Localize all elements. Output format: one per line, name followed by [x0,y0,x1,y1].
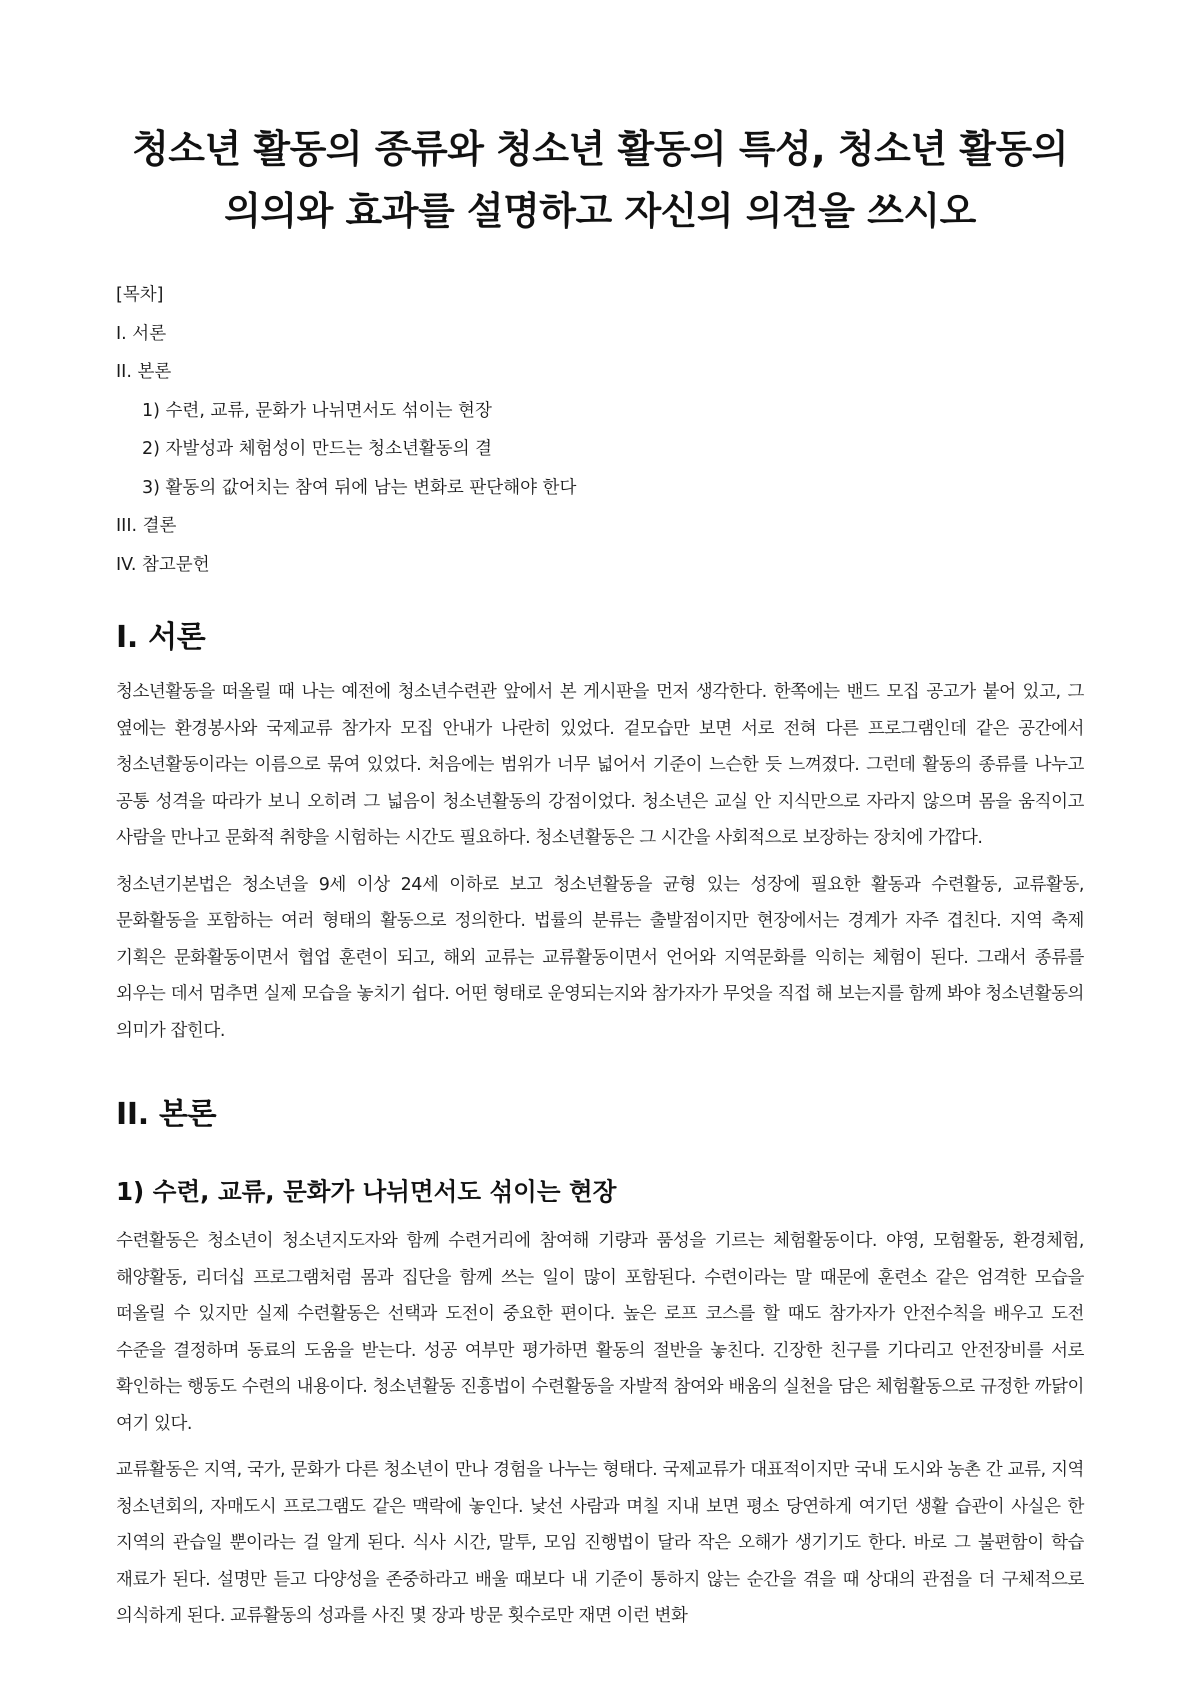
section-heading: I. 서론 [116,620,206,655]
section-introduction [116,618,1084,1049]
table-of-contents [116,276,1084,584]
toc-item-references: IV. 참고문헌 [116,554,210,575]
subsection-1 [116,1175,1084,1635]
section-heading: II. 본론 [116,1097,217,1132]
toc-item-introduction: I. 서론 [116,323,167,344]
document-title: 청소년 활동의 종류와 청소년 활동의 특성, 청소년 활동의 의의와 효과를 설명하고 자신의 의견을 쓰시오 [132,127,1068,233]
toc-item-body-1: 1) 수련, 교류, 문화가 나뉘면서도 섞이는 현장 [142,400,492,421]
toc-item-body-2: 2) 자발성과 체험성이 만드는 청소년활동의 결 [142,439,493,459]
toc-item-body-3: 3) 활동의 값어치는 참여 뒤에 남는 변화로 판단해야 한다 [142,477,577,498]
paragraph: 교류활동은 지역, 국가, 문화가 다른 청소년이 만나 경험을 나누는 형태다. 국제교류가 대표적이지만 국내 도시와 농촌 간 교류, 지역 청소년회의, 자매도시 프로그램도 같은 맥락에 놓인다. 낯선 사람과 며칠 지내 보면 평소 당연하게 여기던 생활 습관이 사실은 한 지역의 관습일 뿐이라는 걸 알게 된다. 식사 시간, 말투, 모임 진행법이 달라 작은 오해가 생기기도 한다. 바로 그 불편함이 학습 재료가 된다. 설명만 듣고 다양성을 존중하라고 배울 때보다 내 기준이 통하지 않는 순간을 겪을 때 상대의 관점을 더 구체적으로 의식하게 된다. 교류활동의 성과를 사진 몇 장과 방문 횟수로만 재면 이런 변화 [116,1460,1084,1626]
subsection-heading: 1) 수련, 교류, 문화가 나뉘면서도 섞이는 현장 [116,1177,617,1206]
toc-item-conclusion: III. 결론 [116,516,177,536]
section-body [116,1095,1084,1635]
paragraph: 청소년기본법은 청소년을 9세 이상 24세 이하로 보고 청소년활동을 균형 있는 성장에 필요한 활동과 수련활동, 교류활동, 문화활동을 포함하는 여러 형태의 활동으로 정의한다. 법률의 분류는 출발점이지만 현장에서는 경계가 자주 겹친다. 지역 축제 기획은 문화활동이면서 협업 훈련이 되고, 해외 교류는 교류활동이면서 언어와 지역문화를 익히는 체험이 된다. 그래서 종류를 외우는 데서 멈추면 실제 모습을 놓치기 쉽다. 어떤 형태로 운영되는지와 참가자가 무엇을 직접 해 보는지를 함께 봐야 청소년활동의 의미가 잡힌다. [116,874,1084,1041]
paragraph: 청소년활동을 떠올릴 때 나는 예전에 청소년수련관 앞에서 본 게시판을 먼저 생각한다. 한쪽에는 밴드 모집 공고가 붙어 있고, 그 옆에는 환경봉사와 국제교류 참가자 모집 안내가 나란히 있었다. 겉모습만 보면 서로 전혀 다른 프로그램인데 같은 공간에서 청소년활동이라는 이름으로 묶여 있었다. 처음에는 범위가 너무 넓어서 기준이 느슨한 듯 느껴졌다. 그런데 활동의 종류를 나누고 공통 성격을 따라가 보니 오히려 그 넓음이 청소년활동의 강점이었다. 청소년은 교실 안 지식만으로 자라지 않으며 몸을 움직이고 사람을 만나고 문화적 취향을 시험하는 시간도 필요하다. 청소년활동은 그 시간을 사회적으로 보장하는 장치에 가깝다. [116,682,1084,848]
toc-item-body: II. 본론 [116,362,172,382]
toc-heading: [목차] [116,285,164,305]
paragraph: 수련활동은 청소년이 청소년지도자와 함께 수련거리에 참여해 기량과 품성을 기르는 체험활동이다. 야영, 모험활동, 환경체험, 해양활동, 리더십 프로그램처럼 몸과 집단을 함께 쓰는 일이 많이 포함된다. 수련이라는 말 때문에 훈련소 같은 엄격한 모습을 떠올릴 수 있지만 실제 수련활동은 선택과 도전이 중요한 편이다. 높은 로프 코스를 할 때도 참가자가 안전수칙을 배우고 도전 수준을 결정하며 동료의 도움을 받는다. 성공 여부만 평가하면 활동의 절반을 놓친다. 긴장한 친구를 기다리고 안전장비를 서로 확인하는 행동도 수련의 내용이다. 청소년활동 진흥법이 수련활동을 자발적 참여와 배움의 실천을 담은 체험활동으로 규정한 까닭이 여기 있다. [116,1231,1084,1434]
